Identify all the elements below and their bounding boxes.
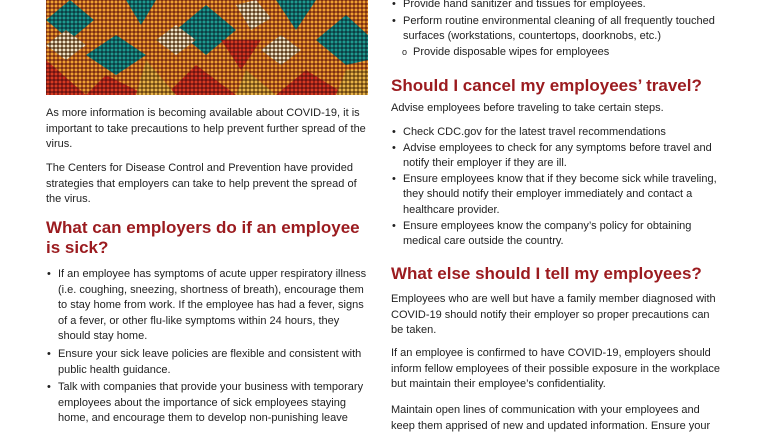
intro-paragraph-2: The Centers for Disease Control and Prevention have provided strategies that employers can take to help prevent the spread of the virus. [46,162,357,206]
list-item: • Check CDC.gov for the latest travel recommendations [391,125,721,141]
tell-paragraph-3: Maintain open lines of communication with your employees and keep them apprised of new and updated information. Ensure your [391,404,711,432]
heading-employee-sick-line1: What can employers do if an employee [46,218,360,237]
list-item: • If an employee has symptoms of acute upper respiratory illness (i.e. coughing, sneezing, shortness of breath), encourage them to stay home from work. If the employee has had a fever, signs of a fever, or other flu-like symptoms within 24 hours, they should stay home. [46,267,368,345]
heading-employee-sick [46,218,368,258]
decorative-pattern-image [46,0,368,95]
travel-list [391,125,721,250]
hygiene-list [391,0,721,60]
list-item: • Ensure your sick leave policies are flexible and consistent with public health guidance. [46,347,368,378]
list-item: • Talk with companies that provide your business with temporary employees about the importance of sick employees staying home, and encourage them to develop non-punishing leave [46,380,368,427]
travel-intro: Advise employees before traveling to take certain steps. [391,102,664,114]
sick-employee-list [46,267,368,427]
pattern-graphic [46,0,368,95]
tell-paragraph-2: If an employee is confirmed to have COVID-19, employers should inform fellow employees of their possible exposure in the workplace but maintain their employee’s confidentiality. [391,347,720,391]
list-item: • Ensure employees know the company’s policy for obtaining medical care outside the country. [391,219,721,250]
sub-list-item: o Provide disposable wipes for employees [391,45,721,61]
list-item: • Provide hand sanitizer and tissues for employees. [391,0,721,13]
list-item: • Ensure employees know that if they become sick while traveling, they should notify their employer immediately and contact a healthcare provider. [391,172,721,219]
heading-employee-sick-line2: is sick? [46,238,109,257]
tell-paragraph-1: Employees who are well but have a family member diagnosed with COVID-19 should notify their employer so proper precautions can be taken. [391,293,716,337]
list-item: • Perform routine environmental cleaning of all frequently touched surfaces (workstations, countertops, doorknobs, etc.) [391,14,721,45]
intro-paragraph-1: As more information is becoming available about COVID-19, it is important to take precautions to help prevent further spread of the virus. [46,107,366,151]
heading-tell-employees: What else should I tell my employees? [391,264,702,283]
heading-travel: Should I cancel my employees’ travel? [391,76,702,95]
list-item: • Advise employees to check for any symptoms before travel and notify their employer if they are ill. [391,141,721,172]
